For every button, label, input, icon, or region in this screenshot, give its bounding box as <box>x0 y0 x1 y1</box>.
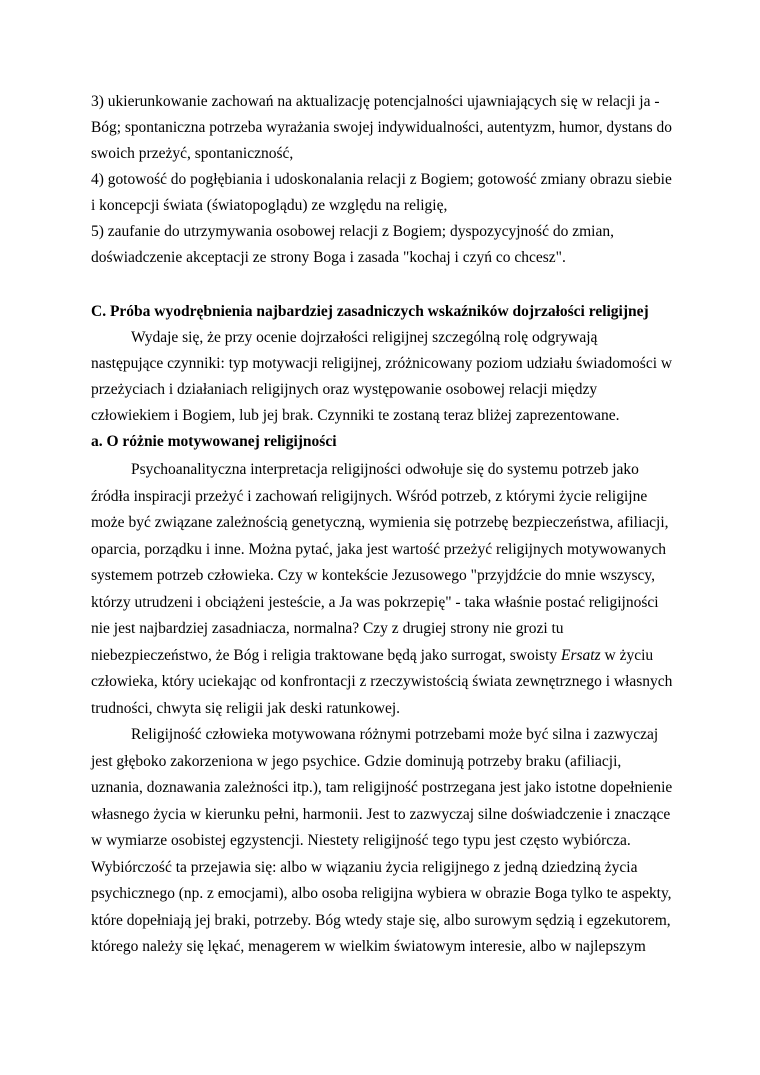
paragraph-2-line: Religijność człowieka motywowana różnymi potrzebami może być silna i zazwyczaj <box>131 726 659 743</box>
italic-term-ersatz: Ersatz <box>561 647 601 664</box>
paragraph-2-line: uznania, doznawania zależności itp.), tam religijność postrzegana jest jako istotne dopełnienie <box>91 779 673 796</box>
list-item-3-line-3: swoich przeżyć, spontaniczność, <box>91 145 294 162</box>
list-item-5-line-1: 5) zaufanie do utrzymywania osobowej relacji z Bogiem; dyspozycyjność do zmian, <box>91 223 614 240</box>
section-c-paragraph-line: następujące czynniki: typ motywacji religijnej, zróżnicowany poziom udziału świadomości w <box>91 355 673 372</box>
paragraph-1-line: trudności, chwyta się religii jak deski ratunkowej. <box>91 700 401 717</box>
list-item-4-line-1: 4) gotowość do pogłębiania i udoskonalania relacji z Bogiem; gotowość zmiany obrazu siebie <box>91 171 672 188</box>
text-segment: niebezpieczeństwo, że Bóg i religia traktowane będą jako surrogat, swoisty <box>91 647 562 664</box>
paragraph-2-line: własnego życia w kierunku pełni, harmonii. Jest to zazwyczaj silne doświadczenie i znaczące <box>91 806 671 823</box>
subsection-a-heading: a. O różnie motywowanej religijności <box>91 433 337 450</box>
paragraph-1-line: Psychoanalityczna interpretacja religijności odwołuje się do systemu potrzeb jako <box>131 461 639 478</box>
list-item-4-line-2: i koncepcji świata (światopoglądu) ze względu na religię, <box>91 197 448 214</box>
paragraph-2-line: które dopełniają jej braki, potrzeby. Bóg wtedy staje się, albo surowym sędzią i egzekutorem, <box>91 912 671 929</box>
paragraph-1-line: źródła inspiracji przeżyć i zachowań religijnych. Wśród potrzeb, z którymi życie religijne <box>91 488 648 505</box>
paragraph-2-line: w wymiarze osobistej egzystencji. Niestety religijność tego typu jest często wybiórcza. <box>91 832 631 849</box>
paragraph-2-line: którego należy się lękać, menagerem w wielkim światowym interesie, albo w najlepszym <box>91 938 646 955</box>
paragraph-1-line: systemem potrzeb człowieka. Czy w kontekście Jezusowego "przyjdźcie do mnie wszyscy, <box>91 567 656 584</box>
section-c-paragraph-line: człowiekiem i Bogiem, lub jej brak. Czynniki te zostaną teraz bliżej zaprezentowane. <box>91 407 620 424</box>
list-item-3-line-2: Bóg; spontaniczna potrzeba wyrażania swojej indywidualności, autentyzm, humor, dystans do <box>91 119 672 136</box>
paragraph-2-line: jest głęboko zakorzeniona w jego psychice. Gdzie dominują potrzeby braku (afiliacji, <box>91 753 622 770</box>
paragraph-2-line: psychicznego (np. z emocjami), albo osoba religijna wybiera w obrazie Boga tylko te aspekty, <box>91 885 672 902</box>
list-item-5-line-2: doświadczenie akceptacji ze strony Boga i zasada "kochaj i czyń co chcesz". <box>91 249 566 266</box>
list-item-3-line-1: 3) ukierunkowanie zachowań na aktualizację potencjalności ujawniających się w relacji ja - <box>91 93 660 110</box>
paragraph-1-line: nie jest najbardziej zasadniacza, normalna? Czy z drugiej strony nie grozi tu <box>91 620 564 637</box>
section-c-paragraph-line: przeżyciach i działaniach religijnych oraz występowanie osobowej relacji między <box>91 381 598 398</box>
paragraph-1-line: człowieka, który uciekając od konfrontacji z rzeczywistością świata zewnętrznego i własnych <box>91 673 673 690</box>
paragraph-1-line-with-italic <box>91 646 653 666</box>
paragraph-2-line: Wybiórczość ta przejawia się: albo w wiązaniu życia religijnego z jedną dziedziną życia <box>91 859 638 876</box>
paragraph-1-line: którzy utrudzeni i obciążeni jesteście, a Ja was pokrzepię" - taka właśnie postać religijności <box>91 594 659 611</box>
paragraph-1-line: oparcia, porządku i inne. Można pytać, jaka jest wartość przeżyć religijnych motywowanych <box>91 541 667 558</box>
section-c-heading: C. Próba wyodrębnienia najbardziej zasadniczych wskaźników dojrzałości religijnej <box>91 303 649 320</box>
paragraph-1-line: może być związane zależnością genetyczną, wymienia się potrzebę bezpieczeństwa, afiliacji, <box>91 514 669 531</box>
text-segment: w życiu <box>600 647 654 664</box>
section-c-paragraph-line: Wydaje się, że przy ocenie dojrzałości religijnej szczególną rolę odgrywają <box>131 329 598 346</box>
